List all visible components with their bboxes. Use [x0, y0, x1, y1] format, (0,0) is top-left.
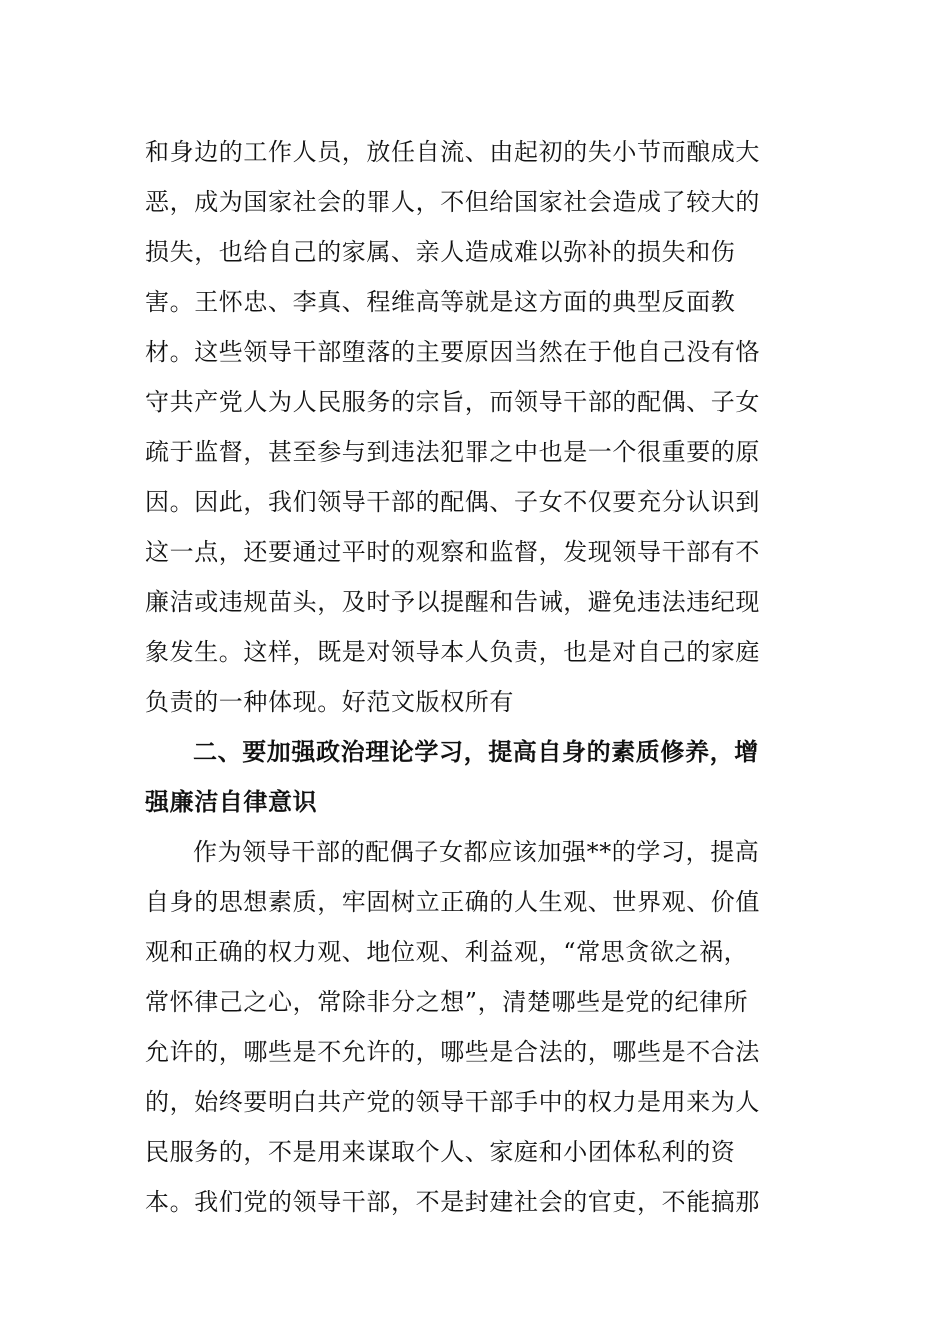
- body-text-line: 观和正确的权力观、地位观、利益观，“常思贪欲之祸，: [145, 938, 749, 966]
- body-text-line: 的，始终要明白共产党的领导干部手中的权力是用来为人: [145, 1088, 760, 1116]
- body-text-line: 守共产党人为人民服务的宗旨，而领导干部的配偶、子女: [145, 388, 760, 416]
- body-text-line: 作为领导干部的配偶子女都应该加强**的学习，提高: [193, 838, 760, 866]
- body-text-line: 民服务的，不是用来谋取个人、家庭和小团体私利的资: [145, 1138, 736, 1166]
- body-text-line: 廉洁或违规苗头，及时予以提醒和告诫，避免违法违纪现: [145, 588, 760, 616]
- body-text-line: 损失，也给自己的家属、亲人造成难以弥补的损失和伤: [145, 238, 736, 266]
- body-text-line: 疏于监督，甚至参与到违法犯罪之中也是一个很重要的原: [145, 438, 760, 466]
- body-text-line: 允许的，哪些是不允许的，哪些是合法的，哪些是不合法: [145, 1038, 760, 1066]
- body-text-line: 常怀律己之心，常除非分之想”，清楚哪些是党的纪律所: [145, 988, 749, 1016]
- body-text-line: 本。我们党的领导干部，不是封建社会的官吏，不能搞那: [145, 1188, 760, 1216]
- body-text-line: 害。王怀忠、李真、程维高等就是这方面的典型反面教: [145, 288, 736, 316]
- body-text-line: 因。因此，我们领导干部的配偶、子女不仅要充分认识到: [145, 488, 760, 516]
- body-text-line: 负责的一种体现。好范文版权所有: [145, 688, 514, 716]
- body-text-line: 自身的思想素质，牢固树立正确的人生观、世界观、价值: [145, 888, 760, 916]
- body-text-line: 材。这些领导干部堕落的主要原因当然在于他自己没有恪: [145, 338, 760, 366]
- body-text-line: 象发生。这样，既是对领导本人负责，也是对自己的家庭: [145, 638, 760, 666]
- section-heading: 二、要加强政治理论学习，提高自身的素质修养，增: [193, 737, 759, 766]
- section-heading: 强廉洁自律意识: [145, 787, 318, 816]
- body-text-line: 恶，成为国家社会的罪人，不但给国家社会造成了较大的: [145, 188, 760, 216]
- body-text-line: 和身边的工作人员，放任自流、由起初的失小节而酿成大: [145, 138, 760, 166]
- body-text-line: 这一点，还要通过平时的观察和监督，发现领导干部有不: [145, 538, 760, 566]
